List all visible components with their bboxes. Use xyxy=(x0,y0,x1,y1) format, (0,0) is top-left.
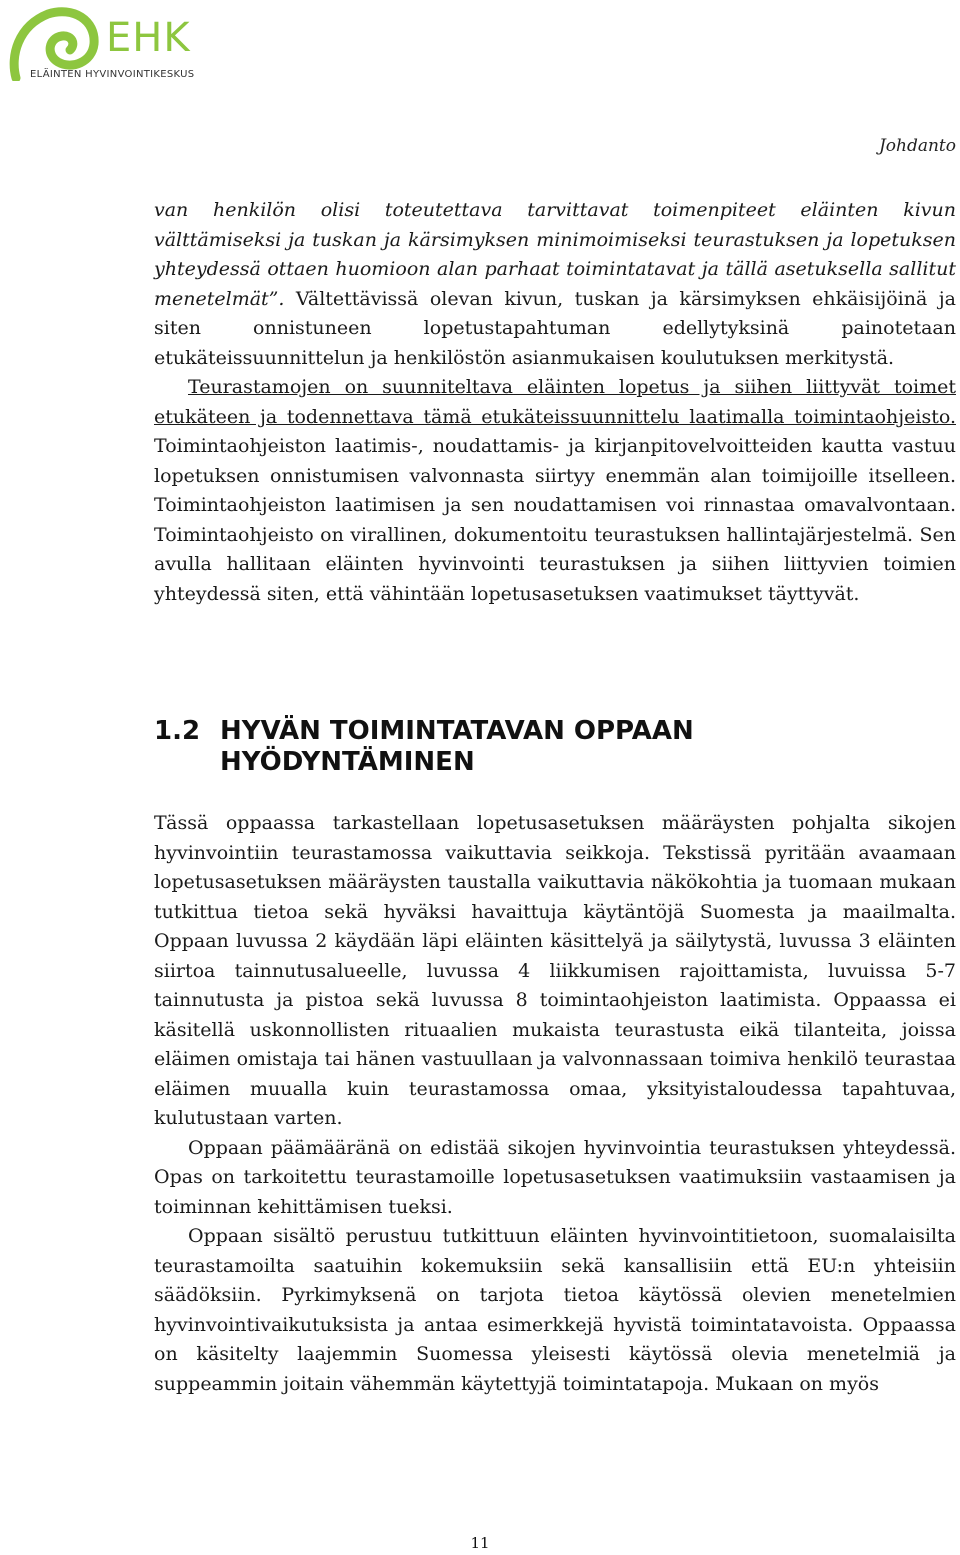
page-number: 11 xyxy=(470,1534,490,1552)
paragraph-text: Toimintaohjeiston laatimis-, noudattamis- ja kirjanpitovelvoitteiden kautta vastuu lopetuksen onnistumisen valvonnasta siirtyy enemmän alan toimijoille itselleen. Toimintaohjeiston laatimisen ja sen noudattamisen voi rinnastaa omavalvontaan. Toimintaohjeisto on virallinen, dokumentoitu teurastuksen hallintajärjestelmä. Sen avulla hallitaan eläinten hyvinvointi teurastuksen ja siihen liittyvien toimien yhteydessä siten, että vähintään lopetusasetuksen vaatimukset täyttyvät. xyxy=(154,435,956,605)
section-number: 1.2 xyxy=(154,716,201,746)
paragraph: Oppaan sisältö perustuu tutkittuun eläinten hyvinvointitietoon, suomalaisilta teurastamoilta saatuihin kokemuksiin sekä kansallisiin että EU:n yhteisiin säädöksiin. Pyrkimyksenä on tarjota tietoa käytössä olevien menetelmien hyvinvointivaikutuksista ja antaa esimerkkejä hyvistä toimintatavoista. Oppaassa on käsitelty laajemmin Suomessa yleisesti käytössä olevia menetelmiä ja suppeammin joitain vähemmän käytettyjä toimintatapoja. Mukaan on myös xyxy=(154,1225,956,1395)
section-title-line2: HYÖDYNTÄMINEN xyxy=(220,747,475,777)
section-heading xyxy=(154,716,956,778)
paragraph xyxy=(154,373,956,609)
logo-name: EHK xyxy=(106,15,191,61)
paragraph-text: Vältettävissä olevan kivun, tuskan ja kärsimyksen ehkäisijöinä ja siten onnistuneen lopetustapahtuman edellytyksinä painotetaan etukäteissuunnittelun ja henkilöstön asianmukaisen koulutuksen merkitystä. xyxy=(154,287,956,369)
intro-text xyxy=(154,196,956,609)
quoted-regulation-text: van henkilön olisi toteutettava tarvittavat toimenpiteet eläinten kivun välttämiseksi ja tuskan ja kärsimyksen minimoimiseksi teurastuksen ja lopetuksen yhteydessä ottaen huomioon alan parhaat toimintatavat ja tällä asetuksella sallitut menetelmät”. xyxy=(154,199,956,310)
section-title-line1: HYVÄN TOIMINTATAVAN OPPAAN xyxy=(220,716,694,746)
logo xyxy=(8,6,218,86)
paragraph xyxy=(154,196,956,373)
paragraph: Oppaan päämääränä on edistää sikojen hyvinvointia teurastuksen yhteydessä. Opas on tarkoitettu teurastamoille lopetusasetuksen vaatimuksiin vastaamisen ja toiminnan kehittämisen tueksi. xyxy=(154,1136,956,1218)
underlined-requirement: Teurastamojen on suunniteltava eläinten lopetus ja siihen liittyvät toimet etukäteen ja todennettava tämä etukäteissuunnittelu laatimalla toimintaohjeisto. xyxy=(154,376,956,428)
running-header: Johdanto xyxy=(878,136,956,156)
section-text xyxy=(154,809,956,1399)
paragraph: Tässä oppaassa tarkastellaan lopetusasetuksen määräysten pohjalta sikojen hyvinvointiin teurastamossa vaikuttavia seikkoja. Tekstissä pyritään avaamaan lopetusasetuksen määräysten taustalla vaikuttavia näkökohtia ja tuomaan mukaan tutkittua tietoa sekä hyväksi havaittuja käytäntöjä Suomesta ja maailmalta. Oppaan luvussa 2 käydään läpi eläinten käsittelyä ja säilytystä, luvussa 3 eläinten siirtoa tainnutusalueelle, luvussa 4 liikkumisen rajoittamista, luvuissa 5-7 tainnutusta ja pistoa sekä luvussa 8 toimintaohjeiston laatimista. Oppaassa ei käsitellä uskonnollisten rituaalien mukaista teurastusta eikä tilanteita, joissa eläimen omistaja tai hänen vastuullaan ja valvonnassaan toimiva henkilö teurastaa eläimen muualla kuin teurastamossa omaa, yksityistaloudessa tapahtuvaa, kulutustaan varten. xyxy=(154,812,956,1129)
logo-tagline: ELÄINTEN HYVINVOINTIKESKUS xyxy=(30,69,195,80)
